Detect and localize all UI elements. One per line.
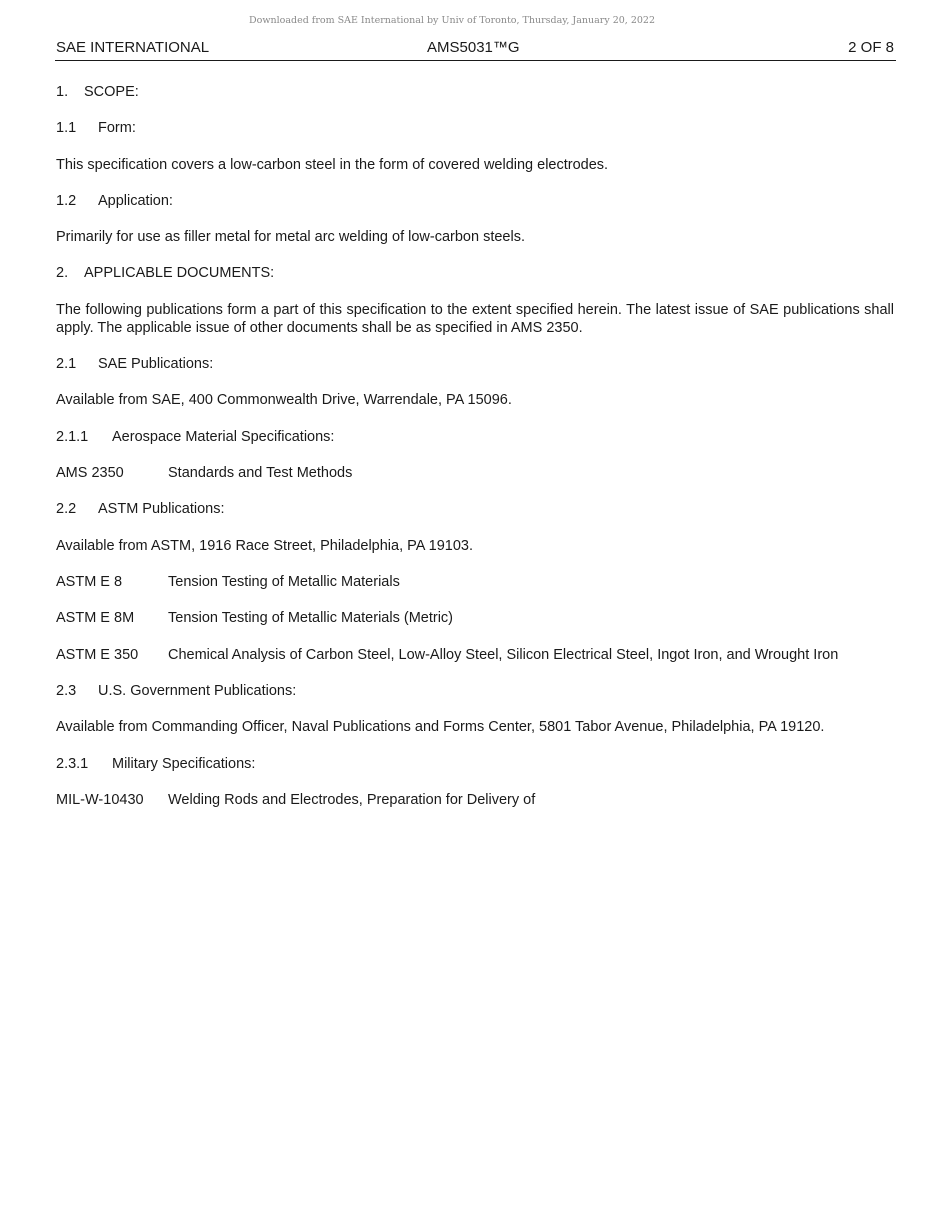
section-title: Aerospace Material Specifications: [112, 429, 335, 445]
section-1-1-heading [56, 120, 136, 136]
section-title: Form: [98, 120, 136, 136]
section-2-1-text: Available from SAE, 400 Commonwealth Drive, Warrendale, PA 15096. [56, 392, 512, 408]
section-number: 2. [56, 265, 69, 281]
section-2-2-heading [56, 501, 225, 517]
section-number: 2.3 [56, 683, 77, 699]
reference-code: ASTM E 350 [56, 647, 139, 663]
reference-astm-e350 [56, 647, 838, 663]
section-number: 2.1 [56, 356, 77, 372]
section-1-2-text: Primarily for use as filler metal for metal arc welding of low-carbon steels. [56, 229, 525, 245]
reference-code: ASTM E 8 [56, 574, 123, 590]
section-number: 2.3.1 [56, 756, 89, 772]
download-watermark: Downloaded from SAE International by Univ of Toronto, Thursday, January 20, 2022 [248, 15, 656, 26]
section-2-3-heading [56, 683, 296, 699]
header-document-id: AMS5031™G [427, 39, 520, 56]
section-number: 1. [56, 84, 69, 100]
section-title: SCOPE: [84, 84, 139, 100]
section-2-3-1-heading [56, 756, 255, 772]
section-title: APPLICABLE DOCUMENTS: [84, 265, 275, 281]
section-number: 1.2 [56, 193, 77, 209]
section-2-1-heading [56, 356, 213, 372]
header-page-number: 2 OF 8 [848, 39, 894, 56]
reference-title: Tension Testing of Metallic Materials (Metric) [168, 610, 453, 626]
section-title: ASTM Publications: [98, 501, 225, 517]
section-number: 1.1 [56, 120, 77, 136]
reference-astm-e8 [56, 574, 400, 590]
section-2-2-text: Available from ASTM, 1916 Race Street, Philadelphia, PA 19103. [56, 538, 473, 554]
section-1-2-heading [56, 193, 173, 209]
reference-title: Chemical Analysis of Carbon Steel, Low-Alloy Steel, Silicon Electrical Steel, Ingot Iron, and Wrought Iron [168, 647, 839, 663]
reference-title: Tension Testing of Metallic Materials [168, 574, 400, 590]
section-number: 2.2 [56, 501, 77, 517]
reference-code: AMS 2350 [56, 465, 124, 481]
section-title: Military Specifications: [112, 756, 256, 772]
section-1-heading [56, 84, 139, 100]
section-2-text: The following publications form a part of this specification to the extent specified herein. The latest issue of SAE publications shall apply. The applicable issue of other documents shall be as specified in AMS 2350. [56, 302, 894, 336]
section-number: 2.1.1 [56, 429, 89, 445]
section-2-3-text: Available from Commanding Officer, Naval Publications and Forms Center, 5801 Tabor Avenue, Philadelphia, PA 19120. [56, 719, 825, 735]
section-1-1-text: This specification covers a low-carbon steel in the form of covered welding electrodes. [56, 157, 609, 173]
reference-code: MIL-W-10430 [56, 792, 144, 808]
section-title: SAE Publications: [98, 356, 214, 372]
section-title: U.S. Government Publications: [98, 683, 297, 699]
reference-title: Welding Rods and Electrodes, Preparation for Delivery of [168, 792, 536, 808]
reference-mil-w-10430 [56, 792, 535, 808]
reference-title: Standards and Test Methods [168, 465, 353, 481]
header-organization: SAE INTERNATIONAL [56, 39, 210, 56]
reference-astm-e8m [56, 610, 453, 626]
page-header [55, 38, 896, 61]
reference-ams-2350 [56, 465, 352, 481]
reference-code: ASTM E 8M [56, 610, 135, 626]
section-2-heading [56, 265, 274, 281]
section-2-1-1-heading [56, 429, 334, 445]
section-title: Application: [98, 193, 173, 209]
